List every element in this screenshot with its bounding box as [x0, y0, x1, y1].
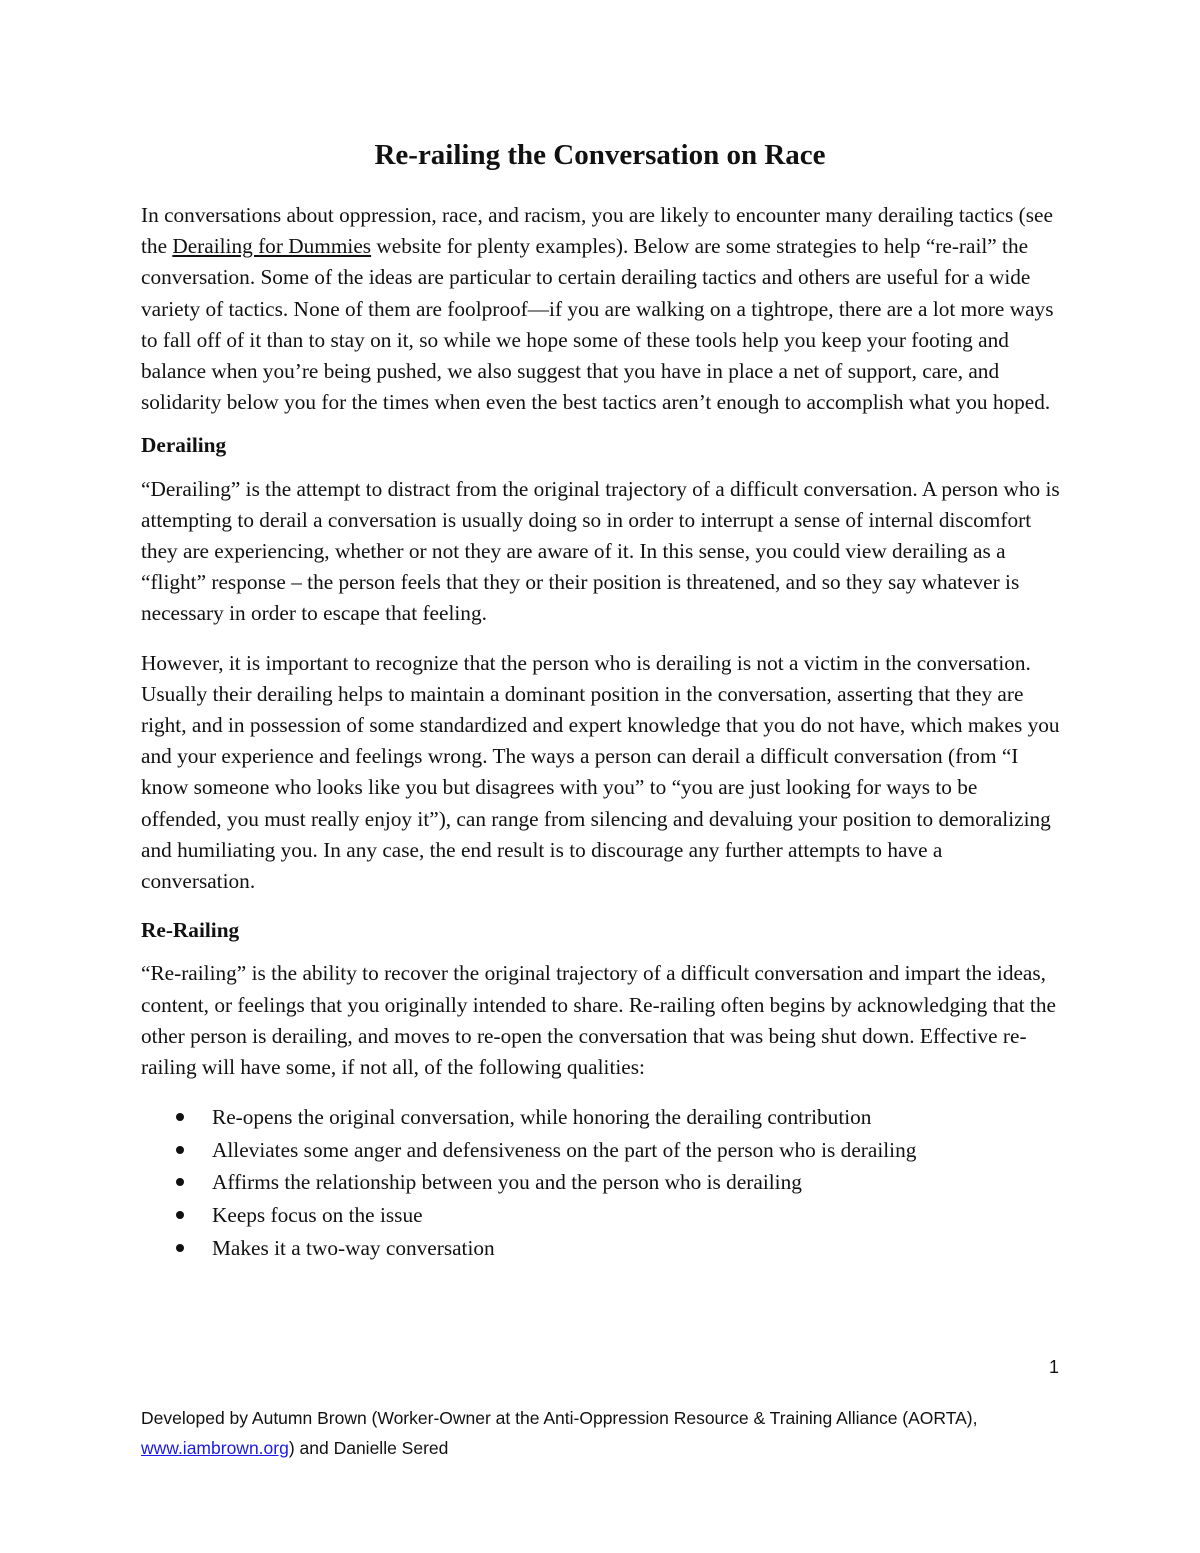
list-item-text: Keeps focus on the issue [212, 1203, 423, 1228]
list-item [141, 1166, 1061, 1199]
list-item-text: Alleviates some anger and defensiveness on the part of the person who is derailing [212, 1137, 917, 1162]
derailing-paragraph-1: “Derailing” is the attempt to distract from the original trajectory of a difficult conversation. A person who is attempting to derail a conversation is usually doing so in order to interrupt a sense of internal discomfort they are experiencing, whether or not they are aware of it. In this sense, you could view derailing as a “flight” response – the person feels that they or their position is threatened, and so they say whatever is necessary in order to escape that feeling. [141, 476, 1060, 626]
bullet-icon [176, 1113, 184, 1121]
iambrown-link[interactable]: www.iambrown.org [141, 1438, 289, 1458]
document-title: Re-railing the Conversation on Race [374, 139, 826, 171]
document-body [141, 200, 1061, 1264]
list-item [141, 1101, 1061, 1134]
rerailing-qualities-list [141, 1101, 1061, 1264]
page-number: 1 [1048, 1357, 1059, 1377]
bullet-icon [176, 1146, 184, 1154]
intro-text-end: website for plenty examples). Below are some strategies to help “re-rail” the conversation. Some of the ideas are particular to certain derailing tactics and others are useful for a wide variety of tactics. None of them are foolproof—if you are walking on a tightrope, there are a lot more ways to fall off of it than to stay on it, so while we hope some of these tools help you keep your footing and balance when you’re being pushed, we also suggest that you have in place a net of support, care, and solidarity below you for the times when even the best tactics aren’t enough to accomplish what you hoped. [141, 234, 1054, 415]
derailing-for-dummies-link[interactable]: Derailing for Dummies [172, 234, 372, 259]
derailing-heading: Derailing [141, 433, 227, 458]
bullet-icon [176, 1211, 184, 1219]
intro-text-start: In conversations about oppression, race, and racism, you are likely to encounter many derailing tactics (see the [141, 203, 1053, 259]
rerailing-paragraph: “Re-railing” is the ability to recover the original trajectory of a difficult conversation and impart the ideas, content, or feelings that you originally intended to share. Re-railing often begins by acknowledging that the other person is derailing, and moves to re-open the conversation that was being shut down. Effective re-railing will have some, if not all, of the following qualities: [141, 961, 1056, 1080]
footer-text-end: ) and Danielle Sered [288, 1438, 449, 1458]
list-item [141, 1134, 1061, 1167]
bullet-icon [176, 1178, 184, 1186]
list-item [141, 1199, 1061, 1232]
list-item [141, 1232, 1061, 1265]
derailing-paragraph-2: However, it is important to recognize that the person who is derailing is not a victim in the conversation. Usually their derailing helps to maintain a dominant position in the conversation, asserting that they are right, and in possession of some standardized and expert knowledge that you do not have, which makes you and your experience and feelings wrong. The ways a person can derail a difficult conversation (from “I know someone who looks like you but disagrees with you” to “you are just looking for ways to be offended, you must really enjoy it”), can range from silencing and devaluing your position to demoralizing and humiliating you. In any case, the end result is to discourage any further attempts to have a conversation. [141, 650, 1060, 894]
list-item-text: Makes it a two-way conversation [212, 1235, 495, 1260]
list-item-text: Affirms the relationship between you and the person who is derailing [212, 1170, 802, 1195]
document-footer [141, 1403, 1061, 1463]
footer-text-start: Developed by Autumn Brown (Worker-Owner at the Anti-Oppression Resource & Training Alliance (AORTA), [141, 1408, 978, 1428]
rerailing-heading: Re-Railing [141, 918, 240, 943]
intro-paragraph [141, 200, 1061, 418]
bullet-icon [176, 1244, 184, 1252]
list-item-text: Re-opens the original conversation, while honoring the derailing contribution [212, 1105, 872, 1130]
